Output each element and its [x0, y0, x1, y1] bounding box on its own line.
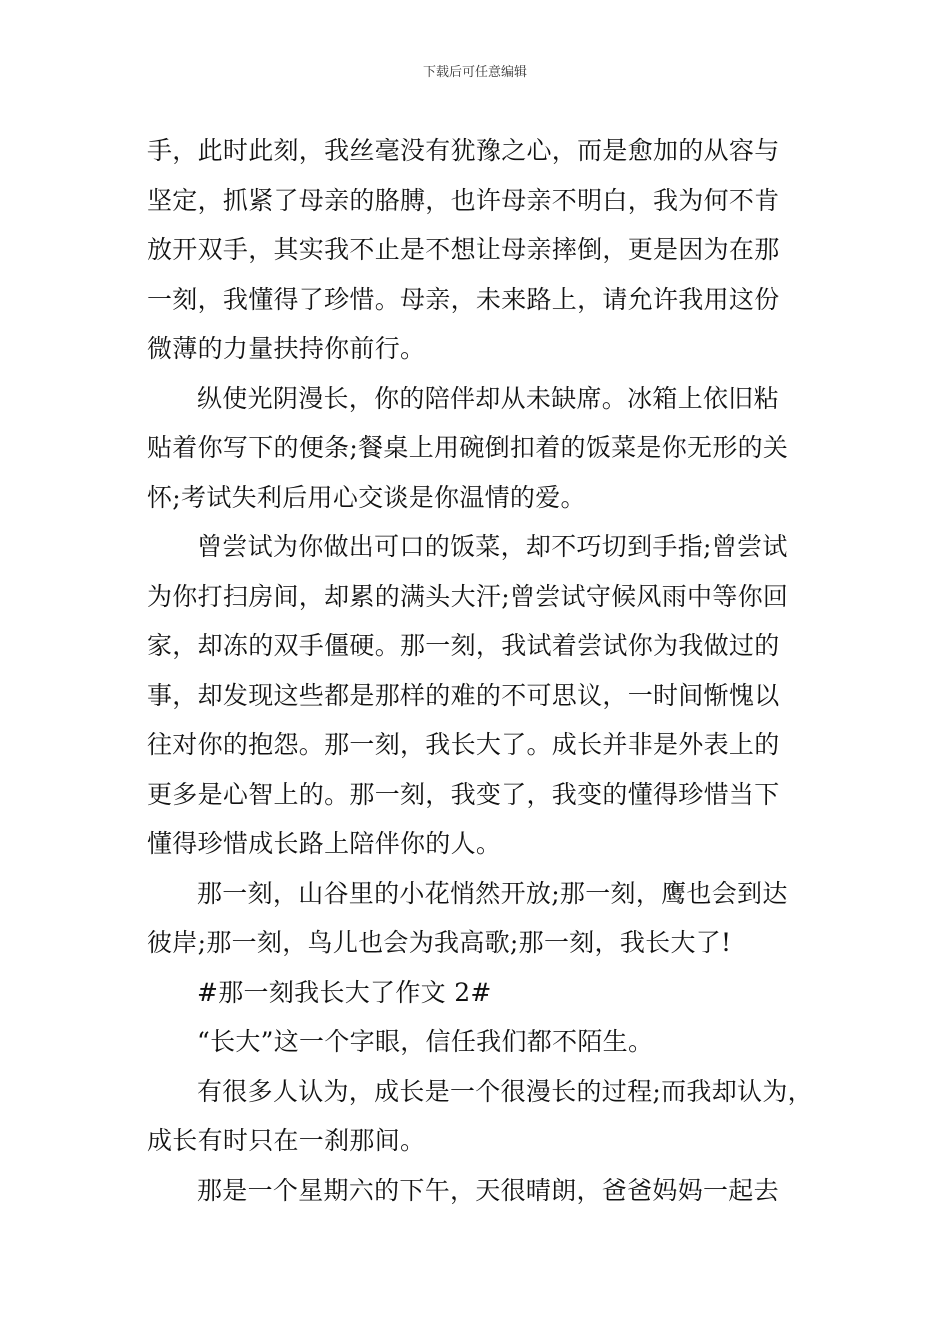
text-line: 更多是心智上的。那一刻，我变了，我变的懂得珍惜当下 — [147, 779, 780, 809]
text-line: 懂得珍惜成长路上陪伴你的人。 — [147, 829, 502, 858]
text-line: 彼岸;那一刻，鸟儿也会为我高歌;那一刻，我长大了! — [147, 928, 732, 957]
text-line: #那一刻我长大了作文 2# — [197, 977, 492, 1007]
text-line: 微薄的力量扶持你前行。 — [147, 334, 426, 363]
text-line: 成长有时只在一刹那间。 — [147, 1126, 426, 1155]
text-line: 一刻，我懂得了珍惜。母亲，未来路上，请允许我用这份 — [147, 284, 780, 314]
text-line: 为你打扫房间，却累的满头大汗;曾尝试守候风雨中等你回 — [147, 581, 789, 611]
text-line: 怀;考试失利后用心交谈是你温情的爱。 — [147, 482, 586, 512]
text-line: 纵使光阴漫长，你的陪伴却从未缺席。冰箱上依旧粘 — [197, 383, 779, 413]
text-line: 那一刻，山谷里的小花悄然开放;那一刻，鹰也会到达 — [197, 878, 788, 908]
text-line: 放开双手，其实我不止是不想让母亲摔倒，更是因为在那 — [147, 235, 780, 264]
text-line: 家，却冻的双手僵硬。那一刻，我试着尝试你为我做过的 — [147, 631, 780, 660]
text-line: 那是一个星期六的下午，天很晴朗，爸爸妈妈一起去 — [197, 1175, 779, 1205]
text-line: 贴着你写下的便条;餐桌上用碗倒扣着的饭菜是你无形的关 — [147, 433, 789, 462]
document-body — [147, 126, 813, 1215]
text-line: 曾尝试为你做出可口的饭菜，却不巧切到手指;曾尝试 — [197, 532, 788, 561]
text-line: 往对你的抱怨。那一刻，我长大了。成长并非是外表上的 — [147, 730, 780, 759]
text-line: 事，却发现这些都是那样的难的不可思议，一时间惭愧以 — [147, 680, 780, 710]
text-line: “长大”这一个字眼，信任我们都不陌生。 — [197, 1027, 654, 1056]
text-line: 有很多人认为，成长是一个很漫长的过程;而我却认为， — [197, 1076, 813, 1106]
text-line: 坚定，抓紧了母亲的胳膊，也许母亲不明白，我为何不肯 — [147, 185, 780, 215]
text-line: 手，此时此刻，我丝毫没有犹豫之心，而是愈加的从容与 — [147, 136, 780, 165]
page-header: 下载后可任意编辑 — [422, 65, 527, 80]
